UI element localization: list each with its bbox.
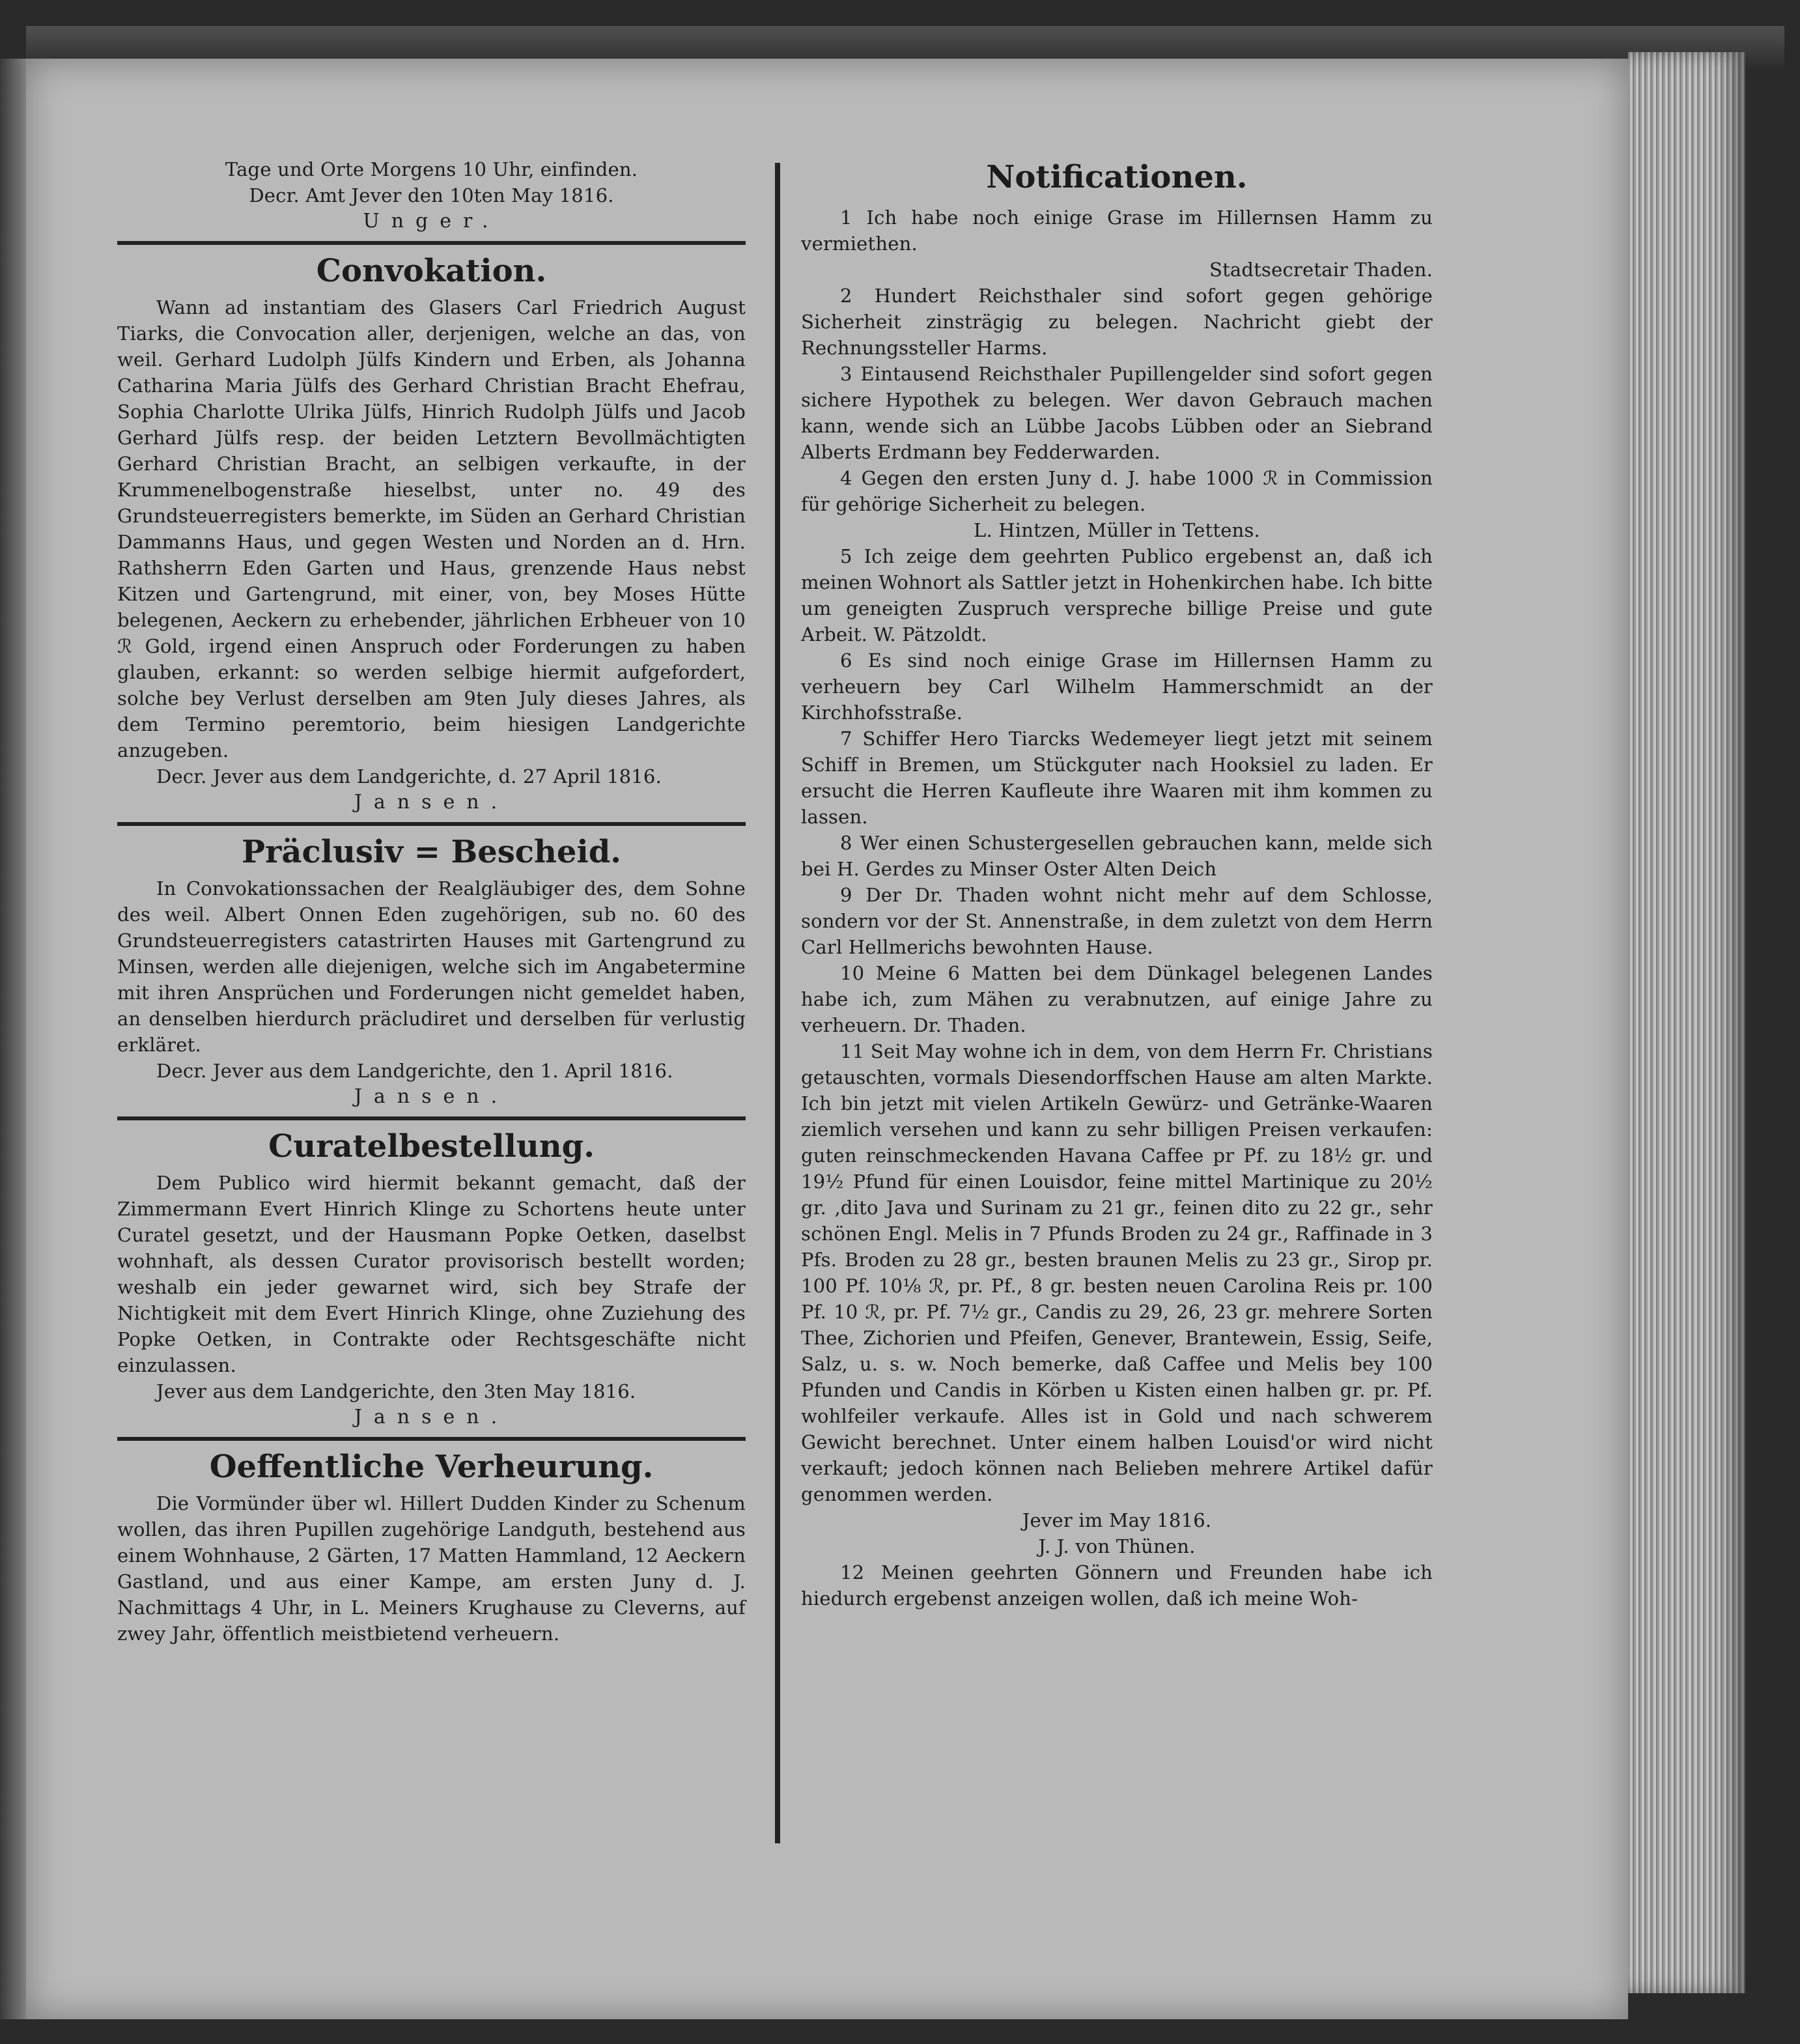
notification-item-11: 11 Seit May wohne ich in dem, von dem Herrn Fr. Christians getauschten, vormals Diesendorffschen Hause am alten Markte. Ich bin jetzt mit vielen Artikeln Gewürz- und Getränke-Waaren ziemlich versehen und kann zu sehr billigen Preisen verkaufen: guten reinschmeckenden Havana Caffee pr Pf. zu 18½ gr. und 19½ Pfund für einen Louisdor, feine mittel Martinique zu 20½ gr. ,dito Java und Surinam zu 21 gr., feinen dito zu 22 gr., sehr schönen Engl. Melis in 7 Pfunds Broden zu 24 gr., Raffinade in 3 Pfs. Broden zu 28 gr., besten braunen Melis zu 23 gr., Sirop pr. 100 Pf. 10⅛ ℛ, pr. Pf., 8 gr. besten neuen Carolina Reis pr. 100 Pf. 10 ℛ, pr. Pf. 7½ gr., Candis zu 29, 26, 23 gr. mehrere Sorten Thee, Zichorien und Pfeifen, Genever, Brantewein, Essig, Seife, Salz, u. s. w. Noch bemerke, daß Caffee und Melis bey 100 Pfunden und Candis in Körben u Kisten einen halben gr. pr. Pf. wohlfeiler verkaufe. Alles ist in Gold und nach schwerem Gewicht berechnet. Unter einem halben Louisd'or wird nicht verkauft; jedoch können nach Belieben mehrere Artikel dafür genommen werden. xyxy=(801,1040,1433,1505)
notification-item-2: 2 Hundert Reichsthaler sind sofort gegen gehörige Sicherheit zinsträgig zu belegen. Nachricht giebt der Rechnungssteller Harms. xyxy=(801,285,1433,359)
section-rule xyxy=(117,241,746,245)
notifications-title: Notificationen. xyxy=(986,159,1248,195)
left-column xyxy=(117,156,746,1647)
notification-item-3: 3 Eintausend Reichsthaler Pupillengelder sind sofort gegen sichere Hypothek zu belegen. Wer davon Gebrauch machen kann, wende sich an Lübbe Jacobs Lübben oder an Siebrand Alberts Erdmann bey Fedderwarden. xyxy=(801,363,1433,463)
notification-item-1: 1 Ich habe noch einige Grase im Hillernsen Hamm zu vermiethen. xyxy=(801,206,1433,255)
notification-item-9: 9 Der Dr. Thaden wohnt nicht mehr auf dem Schlosse, sondern vor der St. Annenstraße, in dem zuletzt von dem Herrn Carl Hellmerichs bewohnten Hause. xyxy=(801,884,1433,958)
praeclusiv-title: Präclusiv = Bescheid. xyxy=(242,834,621,870)
notification-item-7: 7 Schiffer Hero Tiarcks Wedemeyer liegt jetzt mit seinem Schiff in Bremen, um Stückguter nach Hooksiel zu laden. Er ersucht die Herren Kaufleute ihre Waaren mit ihm kommen zu lassen. xyxy=(801,728,1433,828)
verheurung-title: Oeffentliche Verheurung. xyxy=(209,1449,654,1485)
notification-item-5: 5 Ich zeige dem geehrten Publico ergebenst an, daß ich meinen Wohnort als Sattler jetzt in Hohenkirchen habe. Ich bitte um geneigten Zuspruch verspreche billige Preise und gute Arbeit. W. Pätzoldt. xyxy=(801,545,1433,646)
notification-item-11-signature: J. J. von Thünen. xyxy=(1038,1535,1196,1557)
top-line-2: Decr. Amt Jever den 10ten May 1816. xyxy=(249,184,614,206)
notification-item-12: 12 Meinen geehrten Gönnern und Freunden habe ich hiedurch ergebenst anzeigen wollen, daß ich meine Woh- xyxy=(801,1561,1433,1610)
top-line-1: Tage und Orte Morgens 10 Uhr, einfinden. xyxy=(225,158,638,180)
convocation-signature: Jansen. xyxy=(354,791,509,814)
convocation-body: Wann ad instantiam des Glasers Carl Friedrich August Tiarks, die Convocation aller, derjenigen, welche an das, von weil. Gerhard Ludolph Jülfs Kindern und Erben, als Johanna Catharina Maria Jülfs des Gerhard Christian Bracht Ehefrau, Sophia Charlotte Ulrika Jülfs, Hinrich Rudolph Jülfs und Jacob Gerhard Jülfs resp. der beiden Letztern Bevollmächtigten Gerhard Christian Bracht, an selbigen verkaufte, in der Krummenelbogenstraße hieselbst, unter no. 49 des Grundsteuerregisters bemerkte, im Süden an Gerhard Christian Dammanns Haus, und gegen Westen und Norden an d. Hrn. Rathsherrn Eden Garten und Haus, grenzende Haus nebst Kitzen und Gartengrund, mit einer, von, bey Moses Hütte belegenen, Aeckern zu erhebender, jährlichen Erbheuer von 10 ℛ Gold, irgend einen Anspruch oder Forderungen zu haben glauben, erkannt: so werden selbige hiermit aufgefordert, solche bey Verlust derselben am 9ten July dieses Jahres, als dem Termino peremtorio, beim hiesigen Landgerichte anzugeben. xyxy=(117,296,746,761)
top-signature: Unger. xyxy=(363,210,500,233)
convocation-title: Convokation. xyxy=(316,253,547,289)
verheurung-body: Die Vormünder über wl. Hillert Dudden Kinder zu Schenum wollen, das ihren Pupillen zugehörige Landguth, bestehend aus einem Wohnhause, 2 Gärten, 17 Matten Hammland, 12 Aeckern Gastland, und aus einer Kampe, am ersten Juny d. J. Nachmittags 4 Uhr, in L. Meiners Krughause zu Cleverns, auf zwey Jahr, öffentlich meistbietend verheuern. xyxy=(117,1492,746,1645)
notification-item-4-signature: L. Hintzen, Müller in Tettens. xyxy=(974,519,1260,541)
notification-item-8: 8 Wer einen Schustergesellen gebrauchen kann, melde sich bei H. Gerdes zu Minser Oster Alten Deich xyxy=(801,832,1433,880)
praeclusiv-signature: Jansen. xyxy=(354,1085,509,1108)
section-rule xyxy=(117,1116,746,1120)
section-rule xyxy=(117,822,746,826)
curatel-body: Dem Publico wird hiermit bekannt gemacht, daß der Zimmermann Evert Hinrich Klinge zu Schortens heute unter Curatel gesetzt, und der Hausmann Popke Oetken, daselbst wohnhaft, als dessen Curator provisorisch bestellt worden; weshalb ein jeder gewarnet wird, sich bey Strafe der Nichtigkeit mit dem Evert Hinrich Klinge, ohne Zuziehung des Popke Oetken, in Contrakte oder Rechtsgeschäfte nicht einzulassen. xyxy=(117,1172,746,1376)
notification-item-4: 4 Gegen den ersten Juny d. J. habe 1000 ℛ in Commission für gehörige Sicherheit zu belegen. xyxy=(801,467,1433,515)
section-rule xyxy=(117,1437,746,1441)
right-column xyxy=(801,156,1433,1611)
praeclusiv-body: In Convokationssachen der Realgläubiger des, dem Sohne des weil. Albert Onnen Eden zugehörigen, sub no. 60 des Grundsteuerregisters catastrirten Hauses mit Gartengrund zu Minsen, werden alle diejenigen, welche sich im Angabetermine mit ihren Ansprüchen und Forderungen nicht gemeldet haben, an denselben hierdurch präcludiret und derselben für verlustig erkläret. xyxy=(117,877,746,1056)
page-edges xyxy=(1628,52,1745,1993)
notification-item-11-date: Jever im May 1816. xyxy=(1022,1509,1212,1531)
notification-item-1-signature: Stadtsecretair Thaden. xyxy=(1209,259,1433,281)
praeclusiv-date: Decr. Jever aus dem Landgerichte, den 1. April 1816. xyxy=(156,1060,673,1082)
curatel-title: Curatelbestellung. xyxy=(268,1128,595,1165)
notification-item-6: 6 Es sind noch einige Grase im Hillernsen Hamm zu verheuern bey Carl Wilhelm Hammerschmidt an der Kirchhofsstraße. xyxy=(801,649,1433,724)
notification-item-10: 10 Meine 6 Matten bei dem Dünkagel belegenen Landes habe ich, zum Mähen zu verabnutzen, auf einige Jahre zu verheuern. Dr. Thaden. xyxy=(801,962,1433,1036)
curatel-date: Jever aus dem Landgerichte, den 3ten May 1816. xyxy=(156,1380,636,1402)
convocation-date: Decr. Jever aus dem Landgerichte, d. 27 April 1816. xyxy=(156,765,662,788)
curatel-signature: Jansen. xyxy=(354,1406,509,1428)
column-divider xyxy=(775,163,780,1843)
